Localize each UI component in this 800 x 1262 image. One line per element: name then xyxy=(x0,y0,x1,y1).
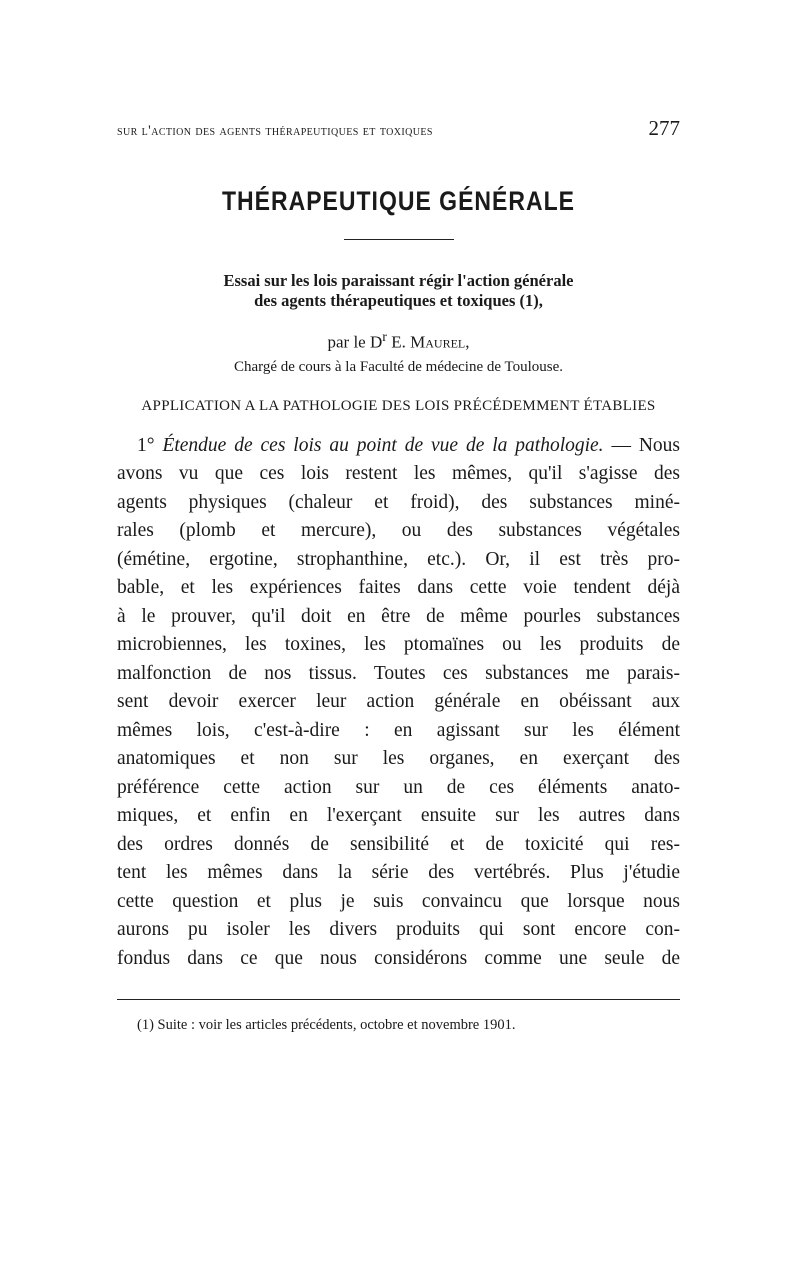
body-line: cette question et plus je suis convaincu que lorsque nous xyxy=(117,890,680,912)
document-page xyxy=(117,116,680,1034)
body-line: (émétine, ergotine, strophanthine, etc.). Or, il est très pro- xyxy=(117,548,680,570)
section-heading: APPLICATION A LA PATHOLOGIE DES LOIS PRÉCÉDEMMENT ÉTABLIES xyxy=(141,397,656,414)
subtitle-line-2: des agents thérapeutiques et toxiques (1), xyxy=(254,291,543,310)
body-line: bable, et les expériences faites dans cette voie tendent déjà xyxy=(117,577,680,599)
body-line: rales (plomb et mercure), ou des substances végétales xyxy=(117,520,680,542)
body-line-0: — Nous xyxy=(603,434,681,456)
article-subtitle xyxy=(117,271,680,311)
body-line: mêmes lois, c'est-à-dire : en agissant sur les élément xyxy=(117,719,680,741)
author-name: E. Maurel, xyxy=(391,332,470,352)
italic-lead: Étendue de ces lois au point de vue de la pathologie. xyxy=(162,434,604,456)
byline-prefix: par le D xyxy=(327,332,383,352)
body-line: à le prouver, qu'il doit en être de même pourles substances xyxy=(117,605,680,627)
body-paragraph xyxy=(117,432,680,974)
author-affiliation: Chargé de cours à la Faculté de médecine de Toulouse. xyxy=(233,358,564,375)
body-line: microbiennes, les toxines, les ptomaïnes ou les produits de xyxy=(117,634,680,656)
body-line: sent devoir exercer leur action générale en obéissant aux xyxy=(117,691,680,713)
body-line: des ordres donnés de sensibilité et de toxicité qui res- xyxy=(117,833,680,855)
title-divider xyxy=(344,239,454,240)
body-line: tent les mêmes dans la série des vertébrés. Plus j'étudie xyxy=(117,862,680,884)
running-head-title: sur l'action des agents thérapeutiques et toxiques xyxy=(117,123,433,139)
body-line: préférence cette action sur un de ces éléments anato- xyxy=(117,776,680,798)
body-line: agents physiques (chaleur et froid), des substances miné- xyxy=(117,491,680,513)
body-line xyxy=(117,432,680,461)
body-line: aurons pu isoler les divers produits qui sont encore con- xyxy=(117,919,680,941)
page-number: 277 xyxy=(648,116,680,140)
body-line: anatomiques et non sur les organes, en exerçant des xyxy=(117,748,680,770)
body-line: miques, et enfin en l'exerçant ensuite sur les autres dans xyxy=(117,805,680,827)
subtitle-line-1: Essai sur les lois paraissant régir l'action générale xyxy=(223,271,574,290)
byline-sup: r xyxy=(382,329,387,345)
running-head xyxy=(117,116,680,144)
footnote-divider xyxy=(117,999,680,1000)
footnote: (1) Suite : voir les articles précédents, octobre et novembre 1901. xyxy=(137,1017,516,1034)
body-line: avons vu que ces lois restent les mêmes, qu'il s'agisse des xyxy=(117,463,680,485)
body-line: malfonction de nos tissus. Toutes ces substances me parais- xyxy=(117,662,680,684)
main-title: THÉRAPEUTIQUE GÉNÉRALE xyxy=(222,185,575,216)
body-line: fondus dans ce que nous considérons comme une seule de xyxy=(117,947,680,969)
paragraph-number: 1° xyxy=(137,434,155,456)
author-byline xyxy=(117,326,680,354)
